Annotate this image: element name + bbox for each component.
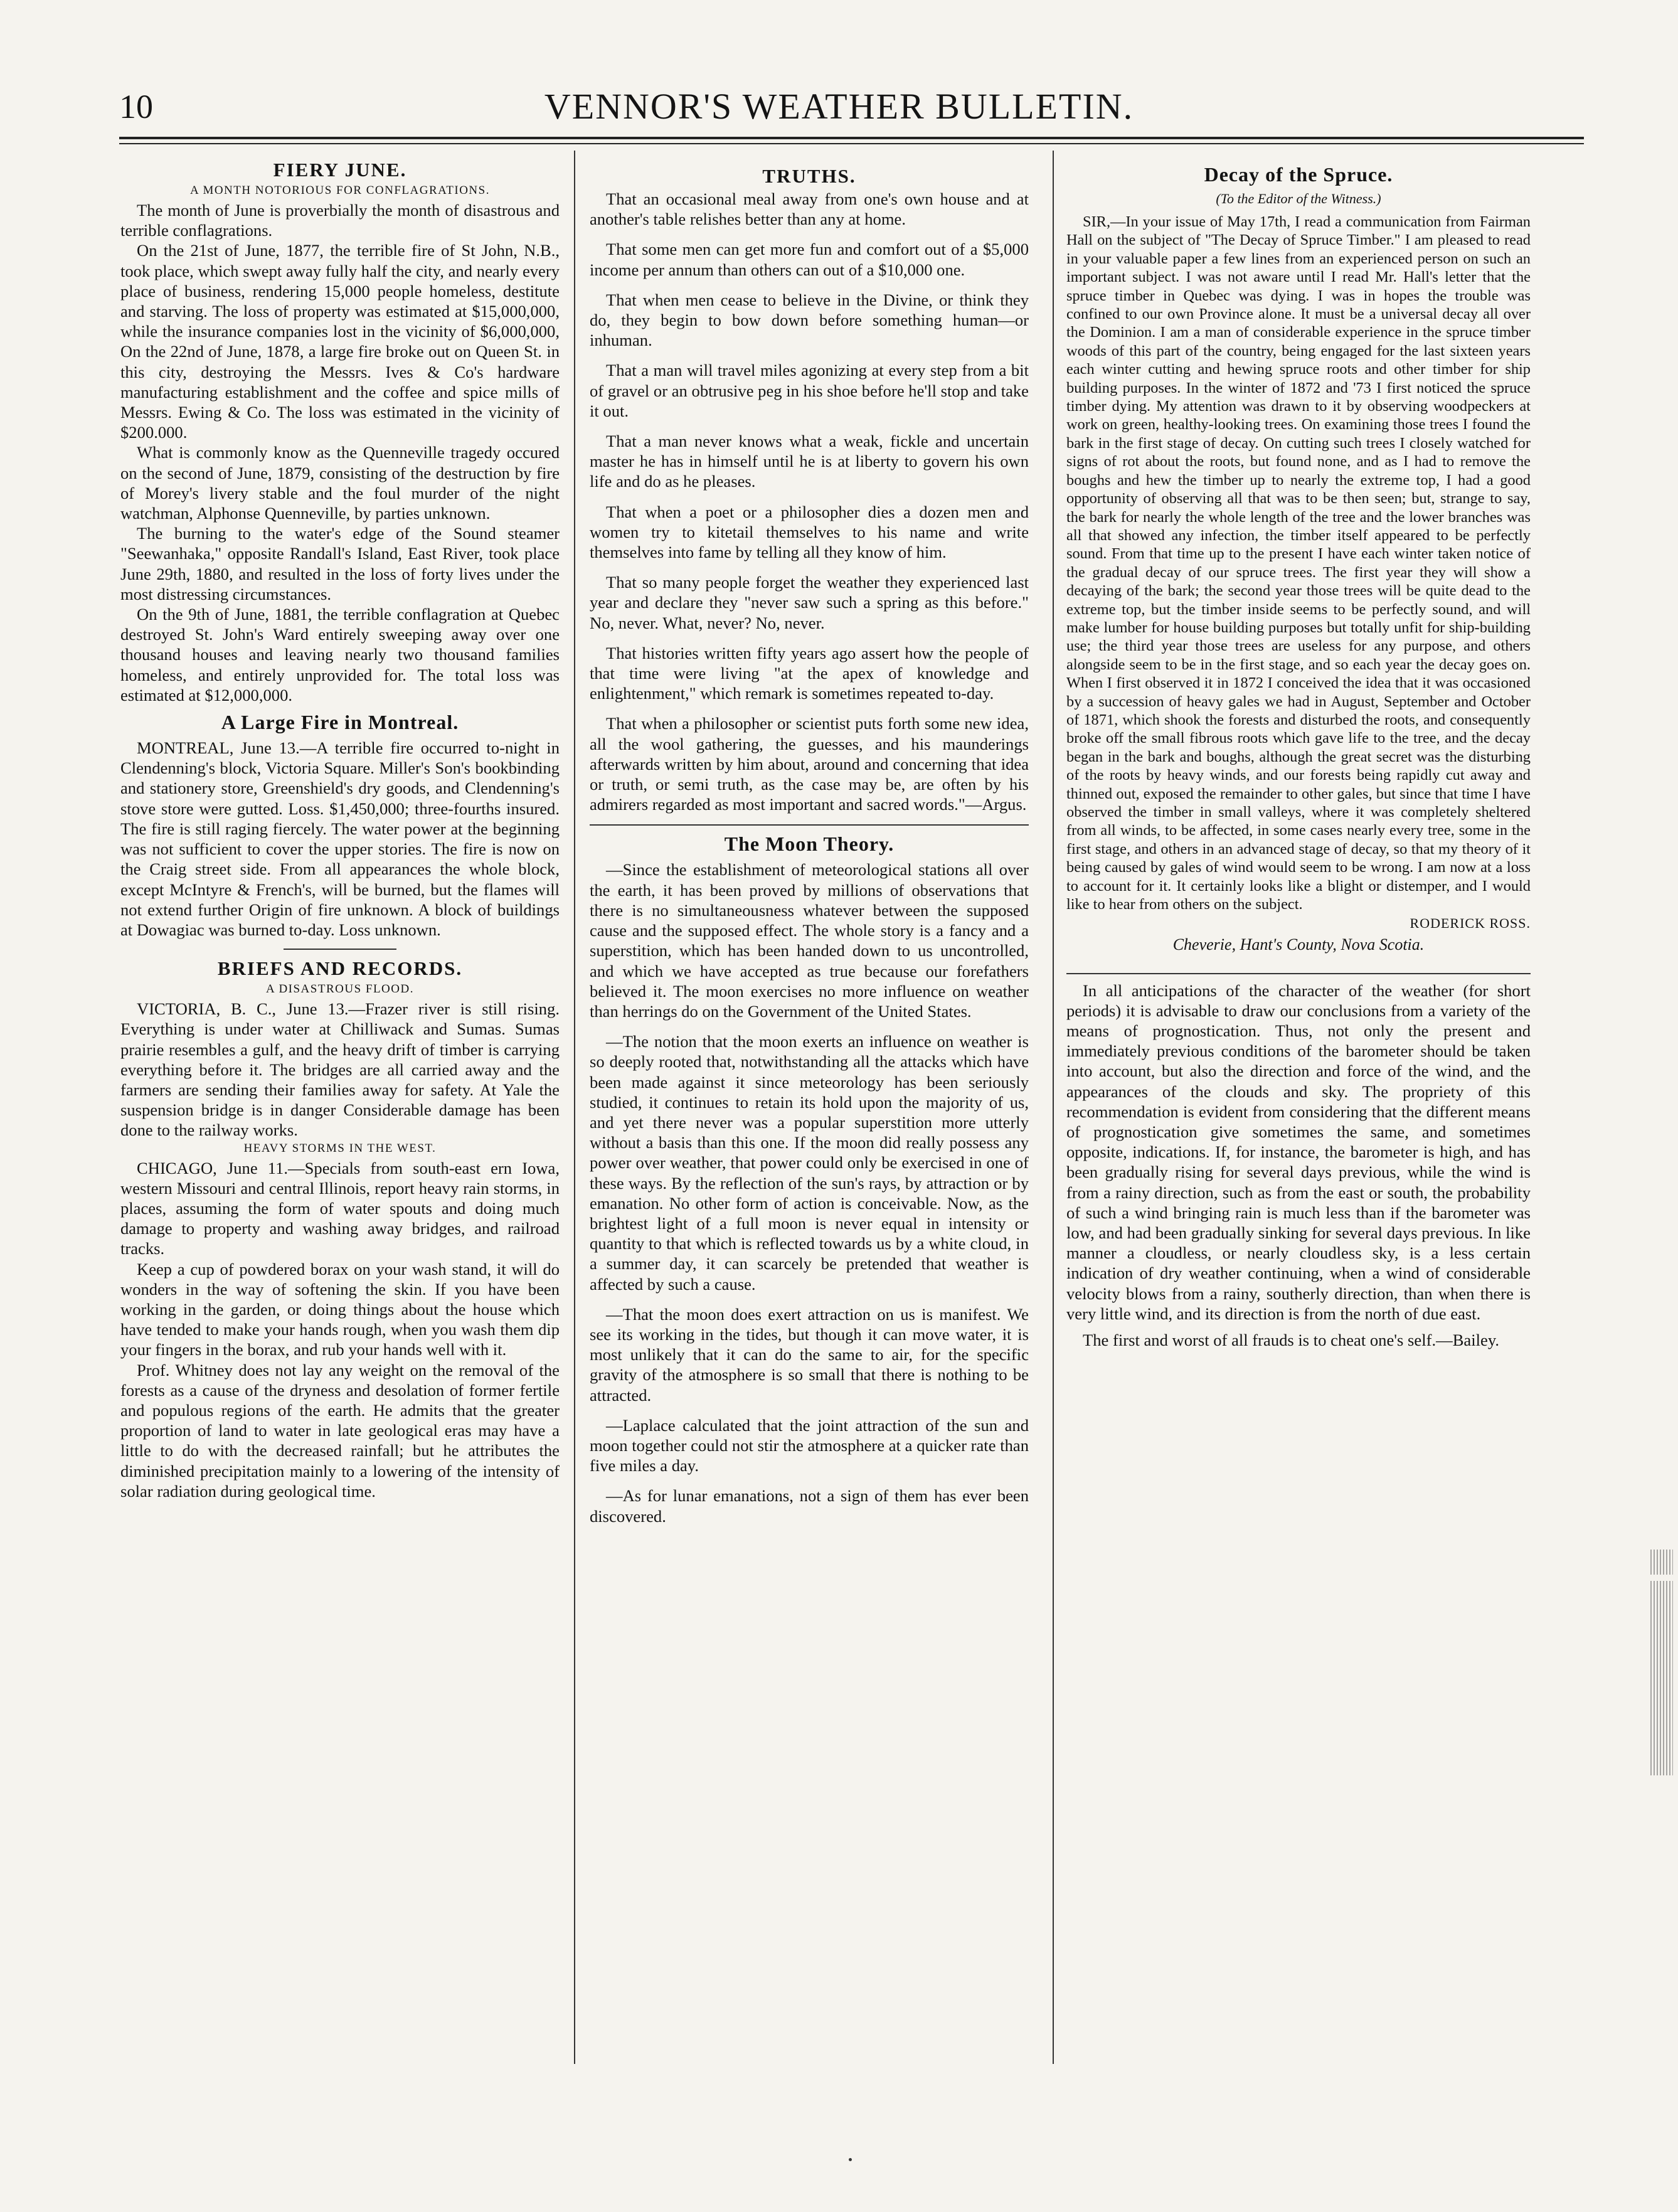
article-paragraph: —The notion that the moon exerts an influence on weather is so deeply rooted that, notwithstanding all the attacks which have been made against it since meteorology has been seriously studied, it continues to retain its hold upon the majority of us, and yet there never was a popular superstition more utterly without a basis than this one. If the moon did really possess any power over weather, that power could only be exercised in one of these ways. By the reflection of the sun's rays, by attraction or by emanation. No other form of action is conceivable. Now, as the brightest light of a full moon is never equal in intensity or quantity to that which is reflected towards us by a white cloud, in a summer day, it can scarcely be pretended that weather is affected by such a cause. — [590, 1032, 1029, 1294]
article-paragraph: That a man will travel miles agonizing at every step from a bit of gravel or an obtrusive peg in his shoe before he'll stop and take it out. — [590, 361, 1029, 420]
article-heading: TRUTHS. — [762, 165, 856, 187]
article-paragraph: —That the moon does exert attraction on us is manifest. We see its working in the tides, but though it can move water, it is most unlikely that it can do the same to air, for the specific gravity of the atmosphere is so small that there is nothing to be attracted. — [590, 1304, 1029, 1405]
article-paragraph: The first and worst of all frauds is to cheat one's self.—Bailey. — [1083, 1331, 1500, 1350]
article-paragraph: —Laplace calculated that the joint attraction of the sun and moon together could not stir the atmosphere at a quicker rate than five miles a day. — [590, 1415, 1029, 1476]
article-paragraph: On the 21st of June, 1877, the terrible fire of St John, N.B., took place, which swept away fully half the city, and nearly every place of business, rendering 15,000 people homeless, destitute and starving. The loss of property was estimated at $15,000,000, while the insurance companies lost in the vicinity of $6,000,000, On the 22nd of June, 1878, a large fire broke out on Queen St. in this city, destroying the Messrs. Ives & Co's hardware manufacturing establishment and the coffee and spice mills of Messrs. Ewing & Co. The loss was estimated in the vicinity of $200.000. — [120, 241, 560, 442]
article-paragraph: What is commonly know as the Quenneville tragedy occured on the second of June, 1879, consisting of the destruction by fire of Morey's livery stable and the foul murder of the night watchman, Alphonse Quenneville, by parties unknown. — [120, 443, 560, 523]
article-paragraph: VICTORIA, B. C., June 13.—Frazer river is still rising. Everything is under water at Chilliwack and Sumas. Sumas prairie resembles a gulf, and the heavy drift of timber is carrying everything before it. The bridges are all carried away and the farmers are sending their families away for safety. At Yale the suspension bridge is in danger Considerable damage has been done to the railway works. — [120, 999, 560, 1140]
page-number: 10 — [119, 88, 153, 125]
article-paragraph: CHICAGO, June 11.—Specials from south-east ern Iowa, western Missouri and central Illinois, report heavy rain storms, in places, assuming the form of water spouts and doing much damage to property and washing away bridges, and railroad tracks. — [120, 1158, 560, 1258]
article-paragraph: That when a philosopher or scientist puts forth some new idea, all the wool gathering, the guesses, and his maunderings afterwards written by him about, around and concerning that idea or truth, or semi truth, as the case may be, are often by his admirers regarded as most important and sacred words."—Argus. — [590, 714, 1029, 814]
article-subheading: A DISASTROUS FLOOD. — [266, 982, 414, 996]
article-paragraph: The month of June is proverbially the month of disastrous and terrible conflagrations. — [120, 201, 560, 240]
article-paragraph: That histories written fifty years ago assert how the people of that time were living "at the apex of knowledge and enlightenment," which remark is sometimes repeated to-day. — [590, 643, 1029, 703]
letter-body: SIR,—In your issue of May 17th, I read a communication from Fairman Hall on the subject of "The Decay of Spruce Timber." I am pleased to read in your valuable paper a few lines from an experienced person on such an important subject. I was not aware until I read Mr. Hall's letter that the spruce timber in Quebec was dying. I was in hopes the trouble was confined to our own Province alone. It must be a universal decay all over the Dominion. I am a man of considerable experience in the spruce timber woods of this part of the country, being engaged for the last sixteen years each winter cutting and hewing spruce roots and other timber for ship building purposes. In the winter of 1872 and '73 I first noticed the spruce timber dying. My attention was drawn to it by observing woodpeckers at work on green, healthy-looking trees. On examining those trees I found the bark in the first stage of decay. On cutting such trees I closely watched for signs of rot about the roots, but found none, and as I had to remove the boughs and hew the timber up to nearly the extreme top, I had a good opportunity of observing all that was to be then seen; but, strange to say, the bark for nearly the whole length of the tree and the lower branches was all that showed any infection, the timber itself appeared to be perfectly sound. From that time up to the present I have each winter taken notice of the gradual decay of our spruce trees. The first year they will show a decaying of the bark; the second year those trees will be quite dead to the extreme top, but the timber inside seems to be perfectly sound, and will make lumber for house building purposes but totally unfit for ship-building use; the third year those trees are useless for any purpose, and others alongside seem to be in the first stage, and so each year the decay goes on. When I first observed it in 1872 I conceived the idea that it was occasioned by a succession of heavy gales we had in August, September and October of 1871, which shook the forests and disturbed the roots, and consequently broke off the small fibrous roots which gave life to the tree, and the decay began in the bark and boughs, although the great secret was the disturbing of the roots by heavy winds, and our forests being rapidly cut away and thinned out, exposed the remainder to other gales, but since that time I have observed the timber in small valleys, where it was completely sheltered from all winds, to be affected, in some cases nearly every tree, some in the first stage, and others in an advanced stage of decay, so that my theory of it being caused by gales of wind would seem to be wrong. I am now at a loss to account for it. It certainly looks like a blight or distemper, and I would like to hear from others on the subject. — [1066, 213, 1531, 913]
section-separator — [1066, 973, 1531, 974]
column-middle — [590, 154, 1029, 2064]
letter-signature: RODERICK ROSS. — [1410, 915, 1531, 932]
letter-place: Cheverie, Hant's County, Nova Scotia. — [1172, 935, 1425, 954]
article-paragraph: That when a poet or a philosopher dies a dozen men and women try to kitetail themselves to his name and write themselves into fame by telling all they know of him. — [590, 502, 1029, 562]
print-speck — [849, 2158, 852, 2161]
article-paragraph: The burning to the water's edge of the Sound steamer "Seewanhaka," opposite Randall's Island, East River, took place June 29th, 1880, and resulted in the loss of forty lives under the most distressing circumstances. — [120, 524, 560, 604]
article-paragraph: That some men can get more fun and comfort out of a $5,000 income per annum than others can out of a $10,000 one. — [590, 240, 1029, 279]
article-paragraph: MONTREAL, June 13.—A terrible fire occurred to-night in Clendenning's block, Victoria Square. Miller's Son's bookbinding and stationery store, Greenshield's dry goods, and Clendenning's stove store were gutted. Loss. $1,450,000; three-fourths insured. The fire is still raging fiercely. The water power at the beginning was not sufficient to cover the upper stories. The fire is now on the Craig street side. From all appearances the whole block, except McIntyre & French's, will be burned, but the flames will not extend further Origin of fire unknown. A block of buildings at Dowagiac was burned to-day. Loss unknown. — [120, 738, 560, 939]
article-heading: The Moon Theory. — [724, 832, 895, 856]
column-right — [1066, 154, 1531, 2064]
page-edge-binding — [1650, 1550, 1673, 1575]
page-edge-binding — [1650, 1581, 1673, 1775]
article-paragraph: That an occasional meal away from one's own house and at another's table relishes better than any at home. — [590, 189, 1029, 229]
header-rule-thin — [119, 143, 1584, 144]
article-heading: FIERY JUNE. — [273, 159, 407, 181]
article-paragraph: —Since the establishment of meteorological stations all over the earth, it has been proved by millions of observations that there is no simultaneousness whatever between the supposed cause and the supposed effect. The whole story is a fancy and a superstition, which has been handed down to us uncontrolled, and which we have accepted as true because our forefathers believed it. The moon exercises no more influence on weather than herrings do on the Government of the United States. — [590, 860, 1029, 1021]
article-heading: Decay of the Spruce. — [1204, 163, 1393, 186]
article-heading: A Large Fire in Montreal. — [221, 711, 459, 734]
article-heading: BRIEFS AND RECORDS. — [217, 957, 463, 980]
article-paragraph: Prof. Whitney does not lay any weight on the removal of the forests as a cause of the dryness and desolation of former fertile and populous regions of the earth. He admits that the greater proportion of land to water in late geological eras may have a little to do with the decreased rainfall; but he attributes the diminished precipitation mainly to a lowering of the intensity of solar radiation during geological time. — [120, 1360, 560, 1501]
article-paragraph: In all anticipations of the character of the weather (for short periods) it is advisable to draw our conclusions from a variety of the means of prognostication. Thus, not only the present and immediately previous conditions of the barometer should be taken into account, but also the direction and force of the wind, and the appearances of the clouds and sky. The propriety of this recommendation is evident from considering that the different means of prognostication give sometimes the same, and sometimes opposite, indications. If, for instance, the barometer is high, and has been gradually rising for several days previous, while the wind is from a rainy direction, such as from the east or south, the probability of such a wind bringing rain is much less than if the barometer was low, and had been gradually sinking for several days previous. In like manner a cloudless, or nearly cloudless sky, is a less certain indication of dry weather continuing, when a wind of considerable velocity blows from a rainy, southerly direction, than when there is very little wind, and its direction is from the north of due east. — [1066, 981, 1531, 1323]
section-separator — [590, 824, 1029, 826]
header-rule — [119, 137, 1584, 139]
column-divider — [574, 151, 575, 2064]
article-subheading: A MONTH NOTORIOUS FOR CONFLAGRATIONS. — [190, 184, 490, 197]
article-paragraph: Keep a cup of powdered borax on your wash stand, it will do wonders in the way of softening the skin. If you have been working in the garden, or doing things about the house which have tended to make your hands rough, when you wash them dip your fingers in the borax, and rub your hands well with it. — [120, 1259, 560, 1359]
article-paragraph: That a man never knows what a weak, fickle and uncertain master he has in himself until he is at liberty to govern his own life and do as he pleases. — [590, 432, 1029, 491]
article-paragraph: —As for lunar emanations, not a sign of them has ever been discovered. — [590, 1486, 1029, 1526]
article-subheading: (To the Editor of the Witness.) — [1216, 191, 1381, 206]
article-paragraph: That so many people forget the weather they experienced last year and declare they "never saw such a spring as this before." No, never. What, never? No, never. — [590, 573, 1029, 632]
column-divider — [1053, 151, 1054, 2064]
article-paragraph: On the 9th of June, 1881, the terrible conflagration at Quebec destroyed St. John's Ward entirely sweeping away over one thousand houses and leaving nearly two thousand families homeless, and entirely unprovided for. The total loss was estimated at $12,000,000. — [120, 605, 560, 705]
article-paragraph: That when men cease to believe in the Divine, or think they do, they begin to bow down before something human—or inhuman. — [590, 290, 1029, 350]
column-left — [120, 154, 560, 2064]
masthead: VENNOR'S WEATHER BULLETIN. — [544, 86, 1134, 127]
section-separator — [284, 949, 396, 950]
article-subheading: HEAVY STORMS IN THE WEST. — [243, 1141, 437, 1155]
